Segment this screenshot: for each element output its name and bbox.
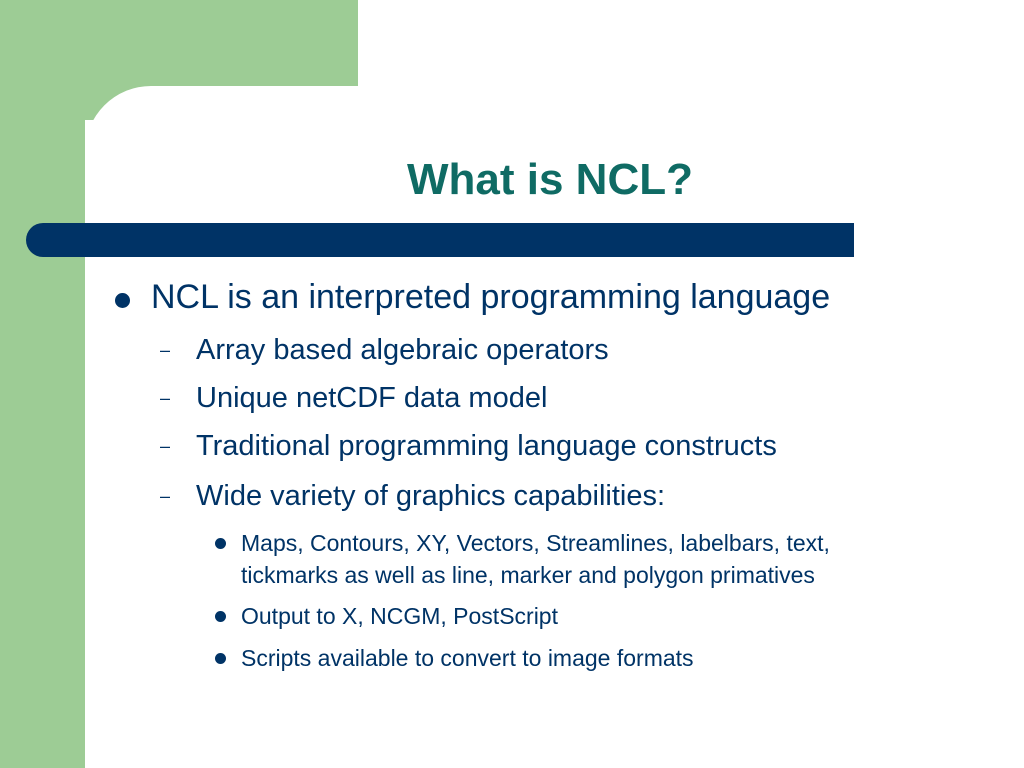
dash-icon: – xyxy=(160,340,171,360)
sub-sub-bullet-line: Maps, Contours, XY, Vectors, Streamlines, labelbars, text, xyxy=(241,530,830,556)
sub-sub-bullet-text xyxy=(241,527,1001,591)
bullet-dot-icon xyxy=(215,611,226,622)
bullet-dot-icon xyxy=(115,293,130,308)
sub-bullet-text: Unique netCDF data model xyxy=(196,382,548,414)
sub-sub-bullet-text xyxy=(241,600,1001,632)
slide-title: What is NCL? xyxy=(407,155,693,204)
sub-sub-bullet-line: Output to X, NCGM, PostScript xyxy=(241,603,558,629)
dash-icon: – xyxy=(160,486,171,506)
bullet-dot-icon xyxy=(215,653,226,664)
sub-sub-bullet-line: tickmarks as well as line, marker and polygon primatives xyxy=(241,562,815,588)
sub-bullet-text: Traditional programming language constructs xyxy=(196,430,777,462)
dash-icon: – xyxy=(160,436,171,456)
bullet-text: NCL is an interpreted programming language xyxy=(151,278,831,316)
sub-bullet-text: Wide variety of graphics capabilities: xyxy=(196,480,666,512)
dash-icon: – xyxy=(160,388,171,408)
sub-bullet-text: Array based algebraic operators xyxy=(196,334,609,366)
sub-sub-bullet-line: Scripts available to convert to image formats xyxy=(241,645,694,671)
sub-sub-bullet-text xyxy=(241,642,1001,674)
bullet-dot-icon xyxy=(215,538,226,549)
